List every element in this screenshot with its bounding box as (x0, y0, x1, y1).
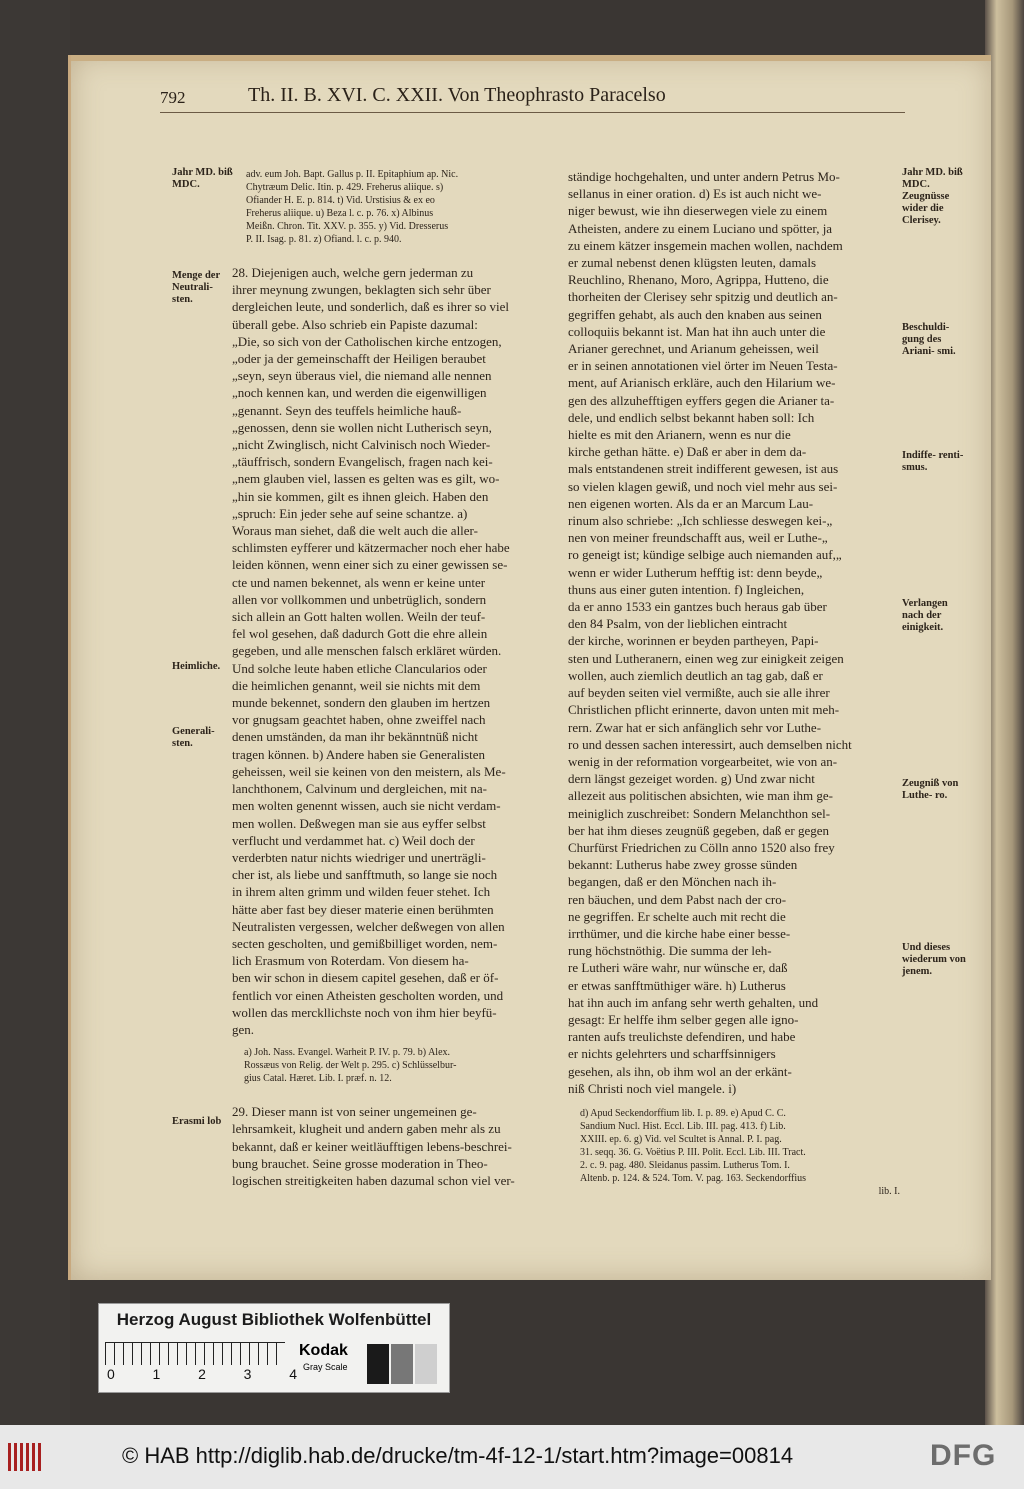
text-line: wollen das merckllichste noch von ihm hier beyfü- (232, 1004, 497, 1020)
text-line: logischen streitigkeiten haben dazumal schon viel ver- (232, 1172, 515, 1188)
footer-bar (0, 1425, 1024, 1489)
dfg-logo: DFG (930, 1439, 997, 1472)
text-line: lehrsamkeit, klugheit und andern gaben mehr als zu (232, 1121, 501, 1137)
right-column (568, 168, 900, 1198)
text-line: fentlich vor einen Atheisten gescholten worden, und (232, 987, 504, 1003)
text-line: ihrer meynung zwungen, beklagten sich sehr über (232, 282, 491, 298)
paragraph-28 (232, 264, 557, 1038)
text-line: kirche gethan hätte. e) Daß er aber in dem da- (568, 444, 807, 460)
text-line: verflucht und verdammet hat. c) Weil doch der (232, 832, 475, 848)
kodak-label: Kodak (299, 1342, 348, 1359)
text-line: gegeben, und alle menschen falsch erkläret würden. (232, 643, 502, 659)
text-line: hielte es mit den Arianern, wenn es nur die (568, 427, 791, 443)
text-line: „nicht Zwinglisch, nicht Calvinisch noch Wieder- (232, 437, 491, 453)
text-line: ro und dessen sachen interessirt, auch demselben nicht (568, 736, 852, 752)
left-column (232, 168, 557, 1189)
text-line: sellanus in einer oration. d) Es ist auch nicht we- (568, 186, 822, 202)
text-line: thorheiten der Clerisey sehr spitzig und deutlich an- (568, 289, 838, 305)
footnote-line: Freherus aliique. u) Beza l. c. p. 76. x) Albinus (246, 208, 434, 219)
text-line: gegriffen gehabt, als auch den knaben aus seinen (568, 306, 822, 322)
text-line: er in seinen annotationen viel örter im Neuen Testa- (568, 358, 838, 374)
running-header (160, 84, 905, 113)
text-line: colloquiis bekannt ist. Man hat ihn auch unter die (568, 323, 826, 339)
text-line: „spruch: Ein jeder sehe auf seine schantze. a) (232, 505, 468, 521)
footnote-line: a) Joh. Nass. Evangel. Warheit P. IV. p. 79. b) Alex. (244, 1047, 451, 1059)
paragraph-29 (232, 1103, 557, 1189)
text-line: hätte aber fast bey dieser materie einen berühmten (232, 901, 494, 917)
footnotes-a (232, 1046, 557, 1085)
text-line: ment, auf Arianisch erkläre, auch den Hilarium we- (568, 375, 836, 391)
text-line: verderbten natur nichts wiedriger und unerträgli- (232, 849, 486, 865)
text-line: „nem glauben viel, lassen es gelten was es gilt, wo- (232, 471, 500, 487)
library-name: Herzog August Bibliothek Wolfenbüttel (116, 1310, 432, 1329)
swatch-light (415, 1344, 437, 1384)
text-line: sich allein an Gott halten wollen. Weiln der teuf- (232, 609, 486, 625)
text-line: allen vor vollkommen und unbetrüglich, sondern (232, 591, 487, 607)
text-line: gen. (232, 1021, 255, 1037)
text-line: dern längst gezeiget worden. g) Und zwar nicht (568, 771, 815, 787)
text-line: cte und namen bekennet, als wenn er keine unter (232, 574, 486, 590)
margin-note-generalisten: Generali- sten. (172, 726, 215, 749)
footnote-line: gius Catal. Hæret. Lib. I. præf. n. 12. (244, 1073, 392, 1085)
text-line: „Die, so sich von der Catholischen kirche entzogen, (232, 333, 502, 349)
text-line: Atheisten, andere zu einem Luciano und spötter, ja (568, 220, 833, 236)
footnote-line: lib. I. (878, 1185, 900, 1197)
margin-note-heimliche: Heimliche. (172, 661, 221, 672)
text-line: schlimsten eyfferer und kätzermacher noch eher habe (232, 540, 510, 556)
text-line: 29. Dieser mann ist von seiner ungemeinen ge- (232, 1104, 477, 1120)
text-line: lich Erasmum von Roterdam. Von diesem ha- (232, 953, 469, 969)
text-line: tragen können. b) Andere haben sie Generalisten (232, 746, 486, 762)
text-line: gesagt: Er helffe ihm selber gegen alle igno- (568, 1011, 799, 1027)
scale-number: 0 (107, 1366, 115, 1382)
scale-ruler (105, 1342, 285, 1365)
footnote-line: P. II. Isag. p. 81. z) Ofiand. l. c. p. 940. (246, 234, 402, 245)
text-line: er etwas sanfftmüthiger wäre. h) Lutherus (568, 977, 786, 993)
text-line: bekannt, daß er keiner weitläufftigen lebens-beschrei- (232, 1138, 512, 1154)
text-line: den 84 Psalm, von der lieblichen eintracht (568, 616, 788, 632)
text-line: „noch kennen kan, und werden die eigenwilligen (232, 385, 487, 401)
text-line: ranten aufs treulichste defendiren, und habe (568, 1029, 796, 1045)
text-line: überall gebe. Also schrieb ein Papiste dazumal: (232, 316, 478, 332)
footnote-line: Meißn. Chron. Tit. XXV. p. 355. y) Vid. Dresserus (246, 221, 449, 232)
text-line: nen eigenen worten. Als da er an Marcum Lau- (568, 495, 814, 511)
text-line: denen umständen, da man ihr bekänntnüß nicht (232, 729, 478, 745)
text-line: secten gescholten, und gemißbilliget worden, nem- (232, 935, 498, 951)
margin-note-menge: Menge der Neutrali- sten. (172, 270, 220, 305)
margin-note-indifferentismus: Indiffe- renti- smus. (902, 450, 964, 473)
text-line: dele, und endlich selbst bekannt haben soll: Ich (568, 409, 815, 425)
scan-background (0, 0, 70, 1425)
text-line: Arianer gerechnet, und Arianum geheissen, weil (568, 341, 819, 357)
text-line: meiniglich zuschreibet: Sondern Melanchthon sel- (568, 805, 831, 821)
text-line: der kirche, worinnen er beyden partheyen, Papi- (568, 633, 819, 649)
text-line: sten und Lutheranern, einen weg zur einigkeit zeigen (568, 650, 844, 666)
text-line: bekannt: Lutherus habe zwey grosse sünden (568, 857, 798, 873)
text-line: 28. Diejenigen auch, welche gern jederman zu (232, 265, 474, 280)
text-line: Christlichen pflicht erinnerte, davon unten mit meh- (568, 702, 840, 718)
margin-note-erasmi: Erasmi lob (172, 1116, 222, 1127)
text-line: gesehen, als ihn, ob ihm wol an der erkänt- (568, 1063, 792, 1079)
scale-number: 3 (243, 1366, 252, 1382)
text-line: Woraus man siehet, daß die welt auch die aller- (232, 523, 478, 539)
text-line: „genannt. Seyn des teuffels heimliche hauß- (232, 402, 462, 418)
text-line: zu einem kätzer insgemein machen wollen, nachdem (568, 237, 843, 253)
text-line: rern. Zwar hat er sich anfänglich sehr vor Luthe- (568, 719, 822, 735)
footnote-line: Ofiander H. E. p. 814. t) Vid. Urstisius & ex eo (246, 195, 435, 206)
text-line: bung brauchet. Seine grosse moderation in Theo- (232, 1155, 488, 1171)
text-line: wollen, auch ziemlich deutlich an tag gab, daß er (568, 667, 823, 683)
text-line: mals entstandenen streit indifferent gewesen, ist aus (568, 461, 839, 477)
text-line: ben wir schon in diesem capitel gesehen, daß er öf- (232, 970, 499, 986)
text-line: Und solche leute haben etliche Clancularios oder (232, 660, 487, 676)
text-line: fel wol gesehen, daß dadurch Gott die ehre allein (232, 626, 488, 642)
text-line: „seyn, seyn überaus viel, die niemand alle nennen (232, 368, 492, 384)
text-line: wenn er wider Lutherum hefftig ist: denn beyde„ (568, 564, 823, 580)
text-line: lanchthonem, Calvinum und dergleichen, mit na- (232, 781, 488, 797)
text-line: leiden können, wenn einer sich zu einer gewissen se- (232, 557, 508, 573)
footnote-line: 2. c. 9. pag. 480. Sleidanus passim. Lutherus Tom. I. (580, 1159, 790, 1171)
swatch-gray (391, 1344, 413, 1384)
footnote-line: d) Apud Seckendorffium lib. I. p. 89. e) Apud C. C. (580, 1107, 786, 1119)
text-line: cher ist, als liebe und sanfftmuth, so lange sie noch (232, 867, 498, 883)
swatch-black (367, 1344, 389, 1384)
text-line: Reuchlino, Rhenano, Moro, Agrippa, Hutteno, die (568, 272, 829, 288)
scale-number: 2 (198, 1366, 206, 1382)
copyright-url[interactable]: © HAB http://diglib.hab.de/drucke/tm-4f-12-1/start.htm?image=00814 (122, 1443, 794, 1468)
text-line: begangen, daß er den Mönchen nach ih- (568, 874, 777, 890)
footnote-line: XXIII. ep. 6. g) Vid. vel Scultet is Annal. P. I. pag. (580, 1133, 782, 1145)
text-line: geheissen, weil sie keinen von den meistern, als Me- (232, 763, 506, 779)
page-number: 792 (160, 88, 186, 107)
text-line: die heimlichen genannt, weil sie nichts mit dem (232, 677, 481, 693)
text-line: „genossen, denn sie wollen nicht Lutherisch seyn, (232, 419, 492, 435)
text-line: men wolten genennt wissen, auch sie nicht verdam- (232, 798, 501, 814)
library-logo-icon (8, 1443, 44, 1471)
text-line: Neutralisten vergessen, welcher deßwegen von allen (232, 918, 505, 934)
text-line: re Lutheri wäre wahr, nur wünsche er, daß (568, 960, 788, 976)
text-line: niger bewust, wie ihn dieserwegen viele zu einem (568, 203, 828, 219)
text-line: vor gnugsam geachtet haben, ohne zweiffel nach (232, 712, 486, 728)
text-line: irrthümer, und die kirche habe einer besse- (568, 925, 791, 941)
footnote-line: Sandium Nucl. Hist. Eccl. Lib. III. pag. 413. f) Lib. (580, 1120, 786, 1132)
text-line: er nichts gelehrters und scharffsinnigers (568, 1046, 776, 1062)
footnote-line: 31. seqq. 36. G. Voëtius P. III. Polit. Eccl. Lib. III. Tract. (580, 1146, 806, 1158)
gray-scale-label: Gray Scale (303, 1362, 348, 1372)
text-line: ne gegriffen. Er schelte auch mit recht die (568, 908, 786, 924)
text-line: thuns aus einer guten intention. f) Ingleichen, (568, 581, 805, 597)
text-line: gen des allzuhefftigen eyffers gegen die Arianer ta- (568, 392, 835, 408)
top-footnotes (232, 168, 557, 246)
right-footnotes (568, 1107, 900, 1198)
text-line: „täuffrisch, sondern Evangelisch, fragen nach kei- (232, 454, 493, 470)
right-text (568, 168, 900, 1097)
scale-numbers (107, 1366, 297, 1382)
text-line: „oder ja der gemeinschafft der Heiligen beraubet (232, 351, 486, 367)
text-line: dergleichen leute, und sonderlich, daß es ihrer so viel (232, 299, 510, 315)
text-line: ren bäuchen, und dem Pabst nach der cro- (568, 891, 787, 907)
text-line: Churfürst Friedrichen zu Cölln anno 1520 also frey (568, 839, 835, 855)
margin-note-zeugniss: Zeugniß von Luthe- ro. (902, 778, 959, 801)
scale-number: 4 (289, 1366, 297, 1382)
margin-note-year-right: Jahr MD. biß MDC. Zeugnüsse wider die Clerisey. (902, 167, 963, 226)
text-line: ber hat ihm dieses zeugnüß gegeben, daß er gegen (568, 822, 829, 838)
text-line: er zumal nebenst denen klügsten leuten, damals (568, 255, 817, 271)
text-line: rung höchstnöthig. Die summa der leh- (568, 943, 772, 959)
text-line: allezeit aus politischen absichten, wie man ihm ge- (568, 788, 833, 804)
text-line: nen von meiner freundschafft aus, weil er Luthe-„ (568, 530, 828, 546)
running-title: Th. II. B. XVI. C. XXII. Von Theophrasto Paracelso (248, 84, 666, 106)
margin-note-beschuldigung: Beschuldi- gung des Ariani- smi. (902, 322, 956, 357)
footnote-line: Altenb. p. 124. & 524. Tom. V. pag. 163. Seckendorffius (580, 1172, 807, 1184)
scale-number: 1 (152, 1366, 161, 1382)
text-line: so vielen klagen gewiß, und noch viel mehr aus sei- (568, 478, 838, 494)
color-target-card (98, 1303, 450, 1393)
text-line: hat ihn auch im anfang sehr werth gehalten, und (568, 994, 819, 1010)
margin-note-und-dieses: Und dieses wiederum von jenem. (902, 942, 966, 977)
text-line: wenig in der reformation vorgearbeitet, wie von an- (568, 753, 838, 769)
text-line: niß Christi noch viel mangele. i) (568, 1080, 737, 1096)
text-line: auf beyden seiten viel vermißte, auch sie alle ihrer (568, 685, 830, 701)
footnote-line: Chytræum Delic. Itin. p. 429. Freherus aliique. s) (246, 182, 444, 193)
margin-note-year-left: Jahr MD. biß MDC. (172, 167, 233, 190)
text-line: rinum also schriebe: „Ich schliesse deswegen kei-„ (568, 513, 833, 529)
text-line: munde bekennet, sondern den glauben im hertzen (232, 695, 491, 711)
footnote-line: Rossæus von Relig. der Welt p. 295. c) Schlüsselbur- (244, 1060, 457, 1072)
footnote-line: adv. eum Joh. Bapt. Gallus p. II. Epitaphium ap. Nic. (246, 169, 459, 180)
text-line: „hin sie kommen, gilt es ihnen gleich. Haben den (232, 488, 489, 504)
text-line: in ihrem alten grimm und wilden feuer stehet. Ich (232, 884, 491, 900)
text-line: da er anno 1533 ein gantzes buch heraus gab über (568, 599, 827, 615)
text-line: men wollen. Deßwegen man sie aus eyffer selbst (232, 815, 486, 831)
text-line: ro geneigt ist; kündige selbige auch niemanden auf,„ (568, 547, 842, 563)
text-line: ständige hochgehalten, und unter andern Petrus Mo- (568, 169, 840, 184)
margin-note-verlangen: Verlangen nach der einigkeit. (902, 598, 948, 633)
